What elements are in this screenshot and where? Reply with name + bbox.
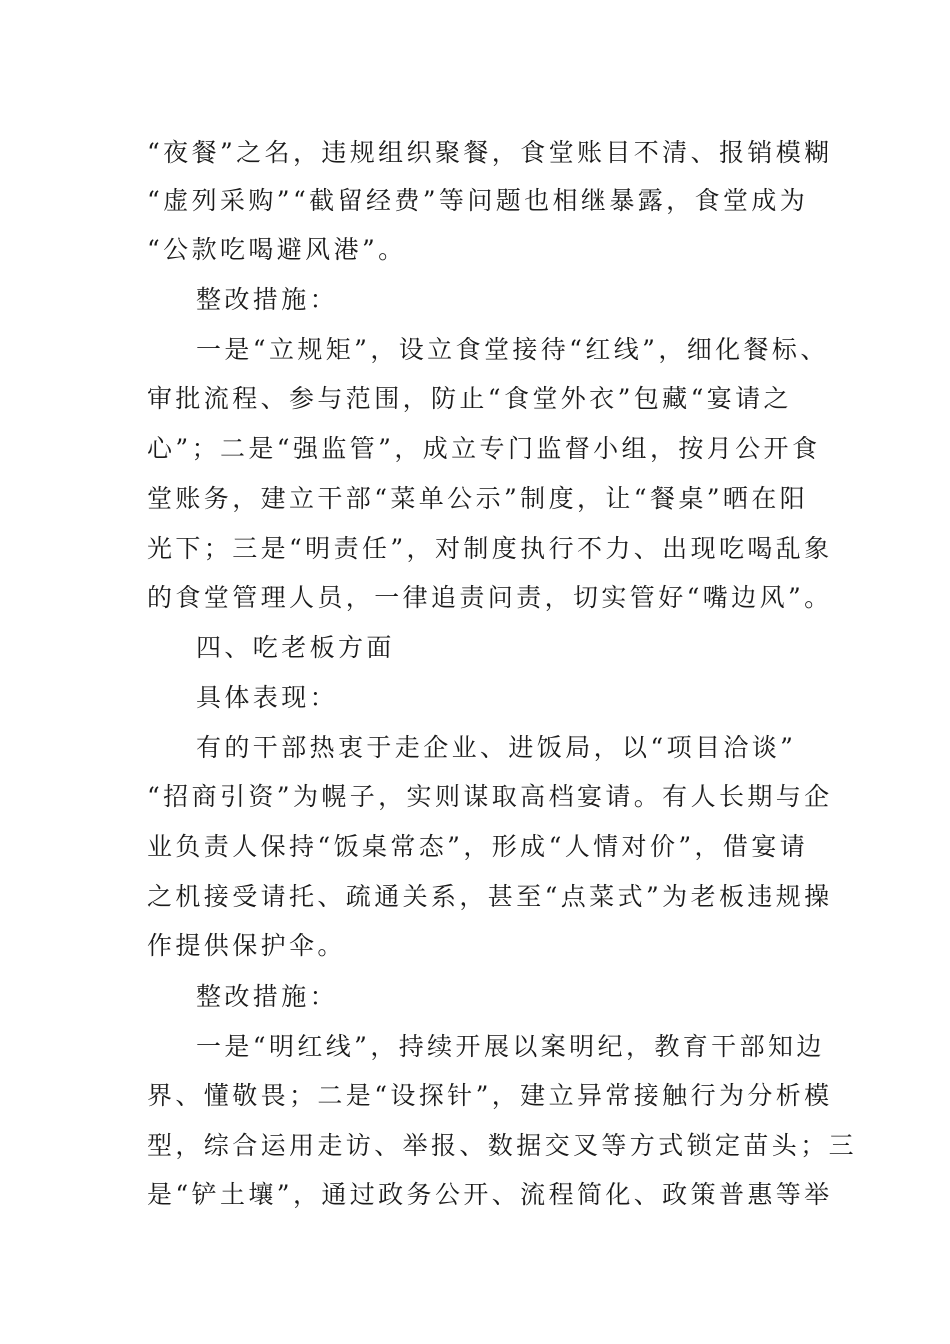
section-heading: 四、吃老板方面 <box>196 633 395 662</box>
paragraph-line: 之机接受请托、疏通关系，甚至“点菜式”为老板违规操 <box>147 882 833 911</box>
section-label: 整改措施： <box>196 982 339 1011</box>
paragraph-line: 的食堂管理人员，一律追责问责，切实管好“嘴边风”。 <box>147 583 833 612</box>
paragraph-line: “夜餐”之名，违规组织聚餐，食堂账目不清、报销模糊 <box>147 138 833 167</box>
section-label: 整改措施： <box>196 285 339 314</box>
paragraph-line: 作提供保护伞。 <box>147 931 346 960</box>
paragraph-line: 有的干部热衷于走企业、进饭局，以“项目洽谈” <box>196 733 797 762</box>
paragraph-line: “公款吃喝避风港”。 <box>147 235 407 264</box>
paragraph-line: “虚列采购”“截留经费”等问题也相继暴露，食堂成为 <box>147 186 809 215</box>
section-label: 具体表现： <box>196 683 339 712</box>
paragraph-line: 一是“明红线”，持续开展以案明纪，教育干部知边 <box>196 1032 825 1061</box>
paragraph-line: 业负责人保持“饭桌常态”，形成“人情对价”，借宴请 <box>147 832 809 861</box>
paragraph-line: 界、懂敬畏；二是“设探针”，建立异常接触行为分析模 <box>147 1081 833 1110</box>
paragraph-line: 审批流程、参与范围，防止“食堂外衣”包藏“宴请之 <box>147 384 792 413</box>
paragraph-line: 型，综合运用走访、举报、数据交叉等方式锁定苗头；三 <box>147 1131 858 1160</box>
paragraph-line: “招商引资”为幌子，实则谋取高档宴请。有人长期与企 <box>147 782 833 811</box>
paragraph-line: 堂账务，建立干部“菜单公示”制度，让“餐桌”晒在阳 <box>147 484 809 513</box>
paragraph-line: 是“铲土壤”，通过政务公开、流程简化、政策普惠等举 <box>147 1180 833 1209</box>
paragraph-line: 心”；二是“强监管”，成立专门监督小组，按月公开食 <box>147 434 821 463</box>
paragraph-line: 一是“立规矩”，设立食堂接待“红线”，细化餐标、 <box>196 335 829 364</box>
paragraph-line: 光下；三是“明责任”，对制度执行不力、出现吃喝乱象 <box>147 534 833 563</box>
